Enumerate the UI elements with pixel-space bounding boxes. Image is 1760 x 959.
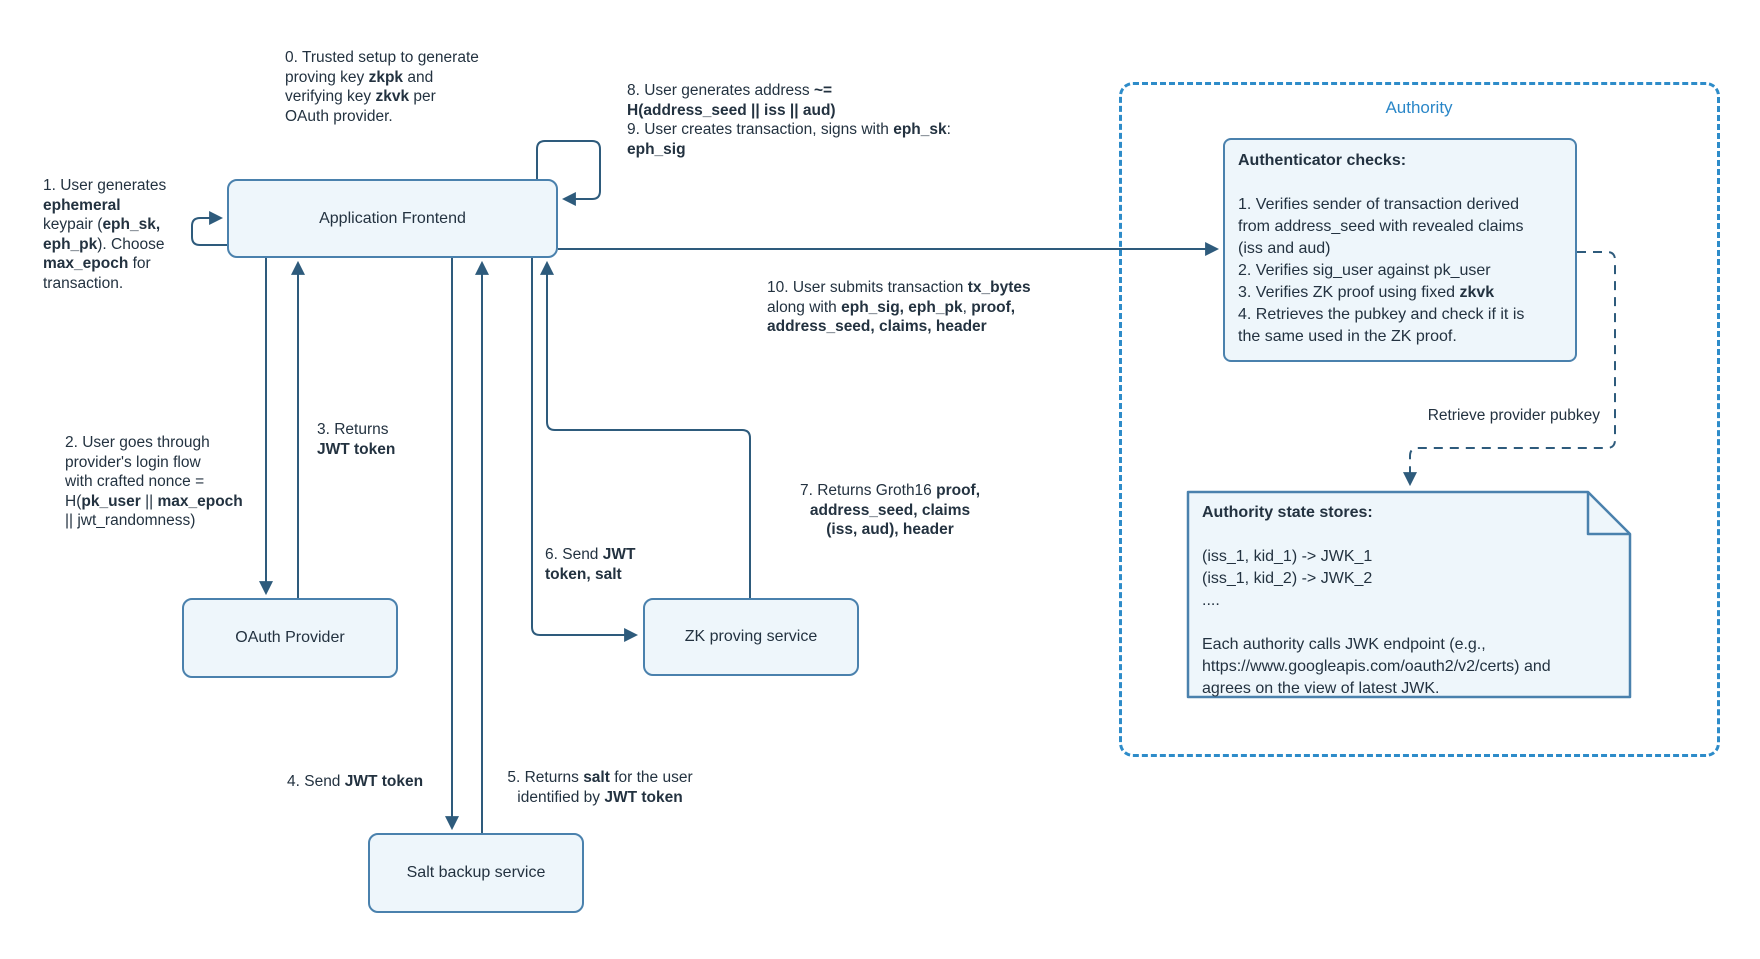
node-salt-backup-service[interactable] (368, 833, 584, 913)
note-step4: 4. Send JWT token (287, 773, 424, 790)
note-step5: 5. Returns salt for the user identified by JWT token (507, 769, 693, 806)
note-step10: 10. User submits transaction tx_bytes along with eph_sig, eph_pk, proof, address_seed, claims, header (767, 279, 1031, 335)
authenticator-checks-box: Authenticator checks: 1. Verifies sender of transaction derived from address_seed with revealed claims (iss and aud) 2. Verifies sig_user against pk_user 3. Verifies ZK proof using fixed zkvk 4. Retrieves the pubkey and check if it is the same used in the ZK proof. (1223, 138, 1577, 362)
authority-state-stores-text: Authority state stores: (iss_1, kid_1) -> JWK_1 (iss_1, kid_2) -> JWK_2 .... Each authority calls JWK endpoint (e.g., https://www.googleapis.com/oauth2/v2/certs) and agrees on the view of latest JWK. (1202, 504, 1551, 697)
node-oauth-provider-label: OAuth Provider (235, 629, 345, 646)
note-step3: 3. Returns JWT token (317, 421, 396, 458)
arrow-step1-selfloop (192, 218, 227, 245)
node-oauth-provider[interactable] (182, 598, 398, 678)
authority-label: Authority (1385, 98, 1453, 117)
node-zk-proving-service-label: ZK proving service (684, 628, 818, 645)
node-salt-backup-service-label: Salt backup service (406, 864, 546, 881)
node-application-frontend-label: Application Frontend (319, 209, 466, 227)
note-step2: 2. User goes through provider's login flow with crafted nonce = H(pk_user || max_epoch || jwt_randomness) (65, 434, 243, 529)
note-step8-9: 8. User generates address ~= H(address_seed || iss || aud) 9. User creates transaction, signs with eph_sk: eph_sig (627, 82, 951, 158)
note-step6: 6. Send JWT token, salt (545, 546, 636, 583)
note-step1: 1. User generates ephemeral keypair (eph_sk, eph_pk). Choose max_epoch for transaction. (43, 177, 167, 292)
node-zk-proving-service[interactable] (643, 598, 859, 676)
note-retrieve-pubkey: Retrieve provider pubkey (1427, 407, 1600, 424)
note-step7: 7. Returns Groth16 proof, address_seed, claims (iss, aud), header (799, 482, 981, 538)
note-step0: 0. Trusted setup to generate proving key zkpk and verifying key zkvk per OAuth provider. (285, 49, 479, 125)
node-application-frontend[interactable] (227, 179, 558, 258)
